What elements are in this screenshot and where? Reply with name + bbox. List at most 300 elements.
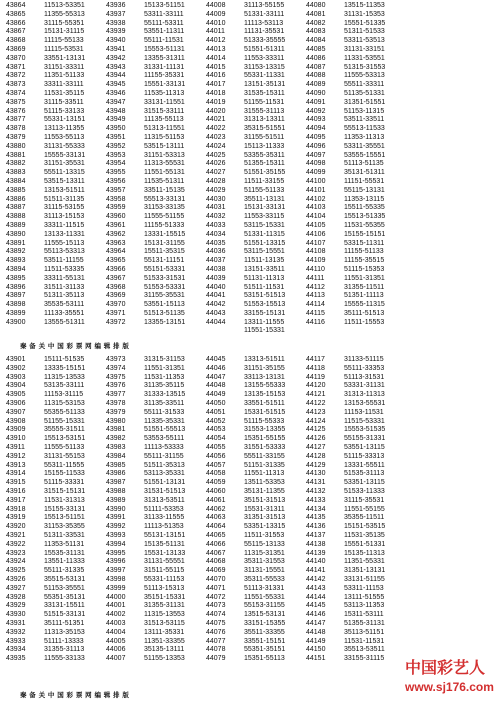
row-id-cell: 44090 [306,89,326,97]
row-id-cell: 44148 [306,628,326,636]
code-cell: 31355-31131 [144,602,185,610]
row-id-cell: 43963 [106,239,126,247]
table-row [4,576,498,585]
table-row [4,462,498,471]
row-id-cell: 43976 [106,382,126,390]
table-row [4,327,498,336]
code-cell: 31313-13311 [244,116,285,124]
row-id-cell: 44062 [206,505,226,513]
code-cell: 55111-53311 [144,19,184,27]
separator-line-top: 秦 备 关 中 国 彩 票 网 编 辑 排 版 [20,343,130,350]
row-id-cell: 43941 [106,45,126,53]
row-id-cell: 44027 [206,169,226,177]
row-id-cell: 44048 [206,382,226,390]
table-row [4,550,498,559]
code-cell: 15513-51335 [344,213,386,221]
code-cell: 53151-51513 [244,292,286,300]
code-cell: 51553-53331 [144,283,186,291]
row-id-cell: 43957 [106,186,126,194]
row-id-cell: 43865 [6,10,26,18]
row-id-cell: 44097 [306,151,326,159]
row-id-cell: 44069 [206,567,226,575]
code-cell: 35315-51551 [244,125,286,133]
row-id-cell: 44071 [206,584,226,592]
code-cell: 53115-15551 [244,248,285,256]
code-cell: 11355-55313 [44,10,85,18]
row-id-cell: 44025 [206,151,226,159]
watermark-url: www.sj176.com [405,680,494,694]
code-cell: 11153-31115 [44,391,84,399]
code-cell: 51115-55333 [244,417,285,425]
code-cell: 11155-51133 [344,248,384,256]
code-cell: 51151-31335 [244,461,285,469]
table-row [4,319,498,328]
table-row [4,72,498,81]
code-cell: 31151-35155 [244,364,285,372]
row-id-cell: 44088 [306,72,326,80]
code-cell: 51533-31531 [144,274,186,282]
code-cell: 51511-35313 [144,461,185,469]
row-id-cell: 43914 [6,470,26,478]
row-id-cell: 44092 [306,107,326,115]
row-id-cell: 44095 [306,133,326,141]
row-id-cell: 44059 [206,479,226,487]
code-cell: 15555-11315 [344,301,385,309]
row-id-cell: 43965 [106,257,126,265]
number-table-bottom [4,356,498,664]
row-id-cell: 44004 [106,628,126,636]
code-cell: 55511-33155 [244,452,285,460]
table-row [4,488,498,497]
table-row [4,558,498,567]
row-id-cell: 43867 [6,28,26,36]
row-id-cell: 43950 [106,125,126,133]
code-cell: 31351-31513 [244,514,286,522]
code-cell: 11555-51133 [44,443,85,451]
code-cell: 55311-11555 [44,461,85,469]
row-id-cell: 44079 [206,655,226,663]
code-cell: 31315-31153 [144,356,185,363]
row-id-cell: 43997 [106,567,126,575]
code-cell: 15131-33131 [244,204,286,212]
row-id-cell: 44022 [206,125,226,133]
row-id-cell: 44020 [206,107,226,115]
row-id-cell: 43993 [106,531,126,539]
code-cell: 13111-51555 [344,593,385,601]
code-cell: 35131-51311 [344,169,385,177]
row-id-cell: 43966 [106,265,126,273]
code-cell: 55511-13315 [44,169,85,177]
code-cell: 13133-11331 [44,230,85,238]
row-id-cell: 43929 [6,602,26,610]
code-cell: 51311-51533 [344,28,385,36]
code-cell: 55351-35151 [244,646,286,654]
row-id-cell: 43864 [6,2,26,9]
code-cell: 31155-51511 [244,133,285,141]
code-cell: 11511-31553 [244,531,285,539]
code-cell: 35513-53511 [344,646,385,654]
row-id-cell: 43980 [106,417,126,425]
row-id-cell: 43897 [6,292,26,300]
row-id-cell: 43998 [106,575,126,583]
code-cell: 13313-51511 [244,356,285,363]
table-row [4,435,498,444]
code-cell: 35111-51513 [344,309,385,317]
row-id-cell: 43949 [106,116,126,124]
table-row [4,594,498,603]
row-id-cell: 44031 [206,204,226,212]
table-row [4,541,498,550]
code-cell: 51155-51133 [244,186,285,194]
code-cell: 31133-11555 [144,514,185,522]
code-cell: 13511-53353 [244,479,285,487]
row-id-cell: 44043 [206,309,226,317]
row-id-cell: 44005 [106,637,126,645]
table-row [4,470,498,479]
code-cell: 11131-35531 [244,28,285,36]
table-row [4,2,498,11]
code-cell: 55111-31533 [144,408,185,416]
code-cell: 11113-53113 [244,19,284,27]
row-id-cell: 43883 [6,169,26,177]
table-row [4,152,498,161]
row-id-cell: 44083 [306,28,326,36]
code-cell: 55111-11531 [144,37,184,45]
table-row [4,629,498,638]
row-id-cell: 43948 [106,107,126,115]
code-cell: 15331-51515 [244,408,286,416]
row-id-cell: 43906 [6,399,26,407]
row-id-cell: 43903 [6,373,26,381]
row-id-cell: 43988 [106,487,126,495]
row-id-cell: 44126 [306,435,326,443]
row-id-cell: 44096 [306,142,326,150]
code-cell: 11515-53331 [344,417,385,425]
code-cell: 13355-13151 [144,318,186,326]
code-cell: 11513-53351 [44,2,85,9]
code-cell: 55131-11151 [144,257,185,265]
watermark-title: 中国彩艺人 [405,658,486,677]
row-id-cell: 44134 [306,505,326,513]
row-id-cell: 43954 [106,160,126,168]
table-row [4,479,498,488]
table-row [4,638,498,647]
row-id-cell: 43967 [106,274,126,282]
row-id-cell: 43927 [6,584,26,592]
code-cell: 11353-13115 [344,195,385,203]
row-id-cell: 44102 [306,195,326,203]
row-id-cell: 43912 [6,452,26,460]
row-id-cell: 43960 [106,213,126,221]
code-cell: 11315-31351 [244,549,285,557]
code-cell: 13153-55531 [344,399,386,407]
code-cell: 53555-15551 [344,151,386,159]
code-cell: 11511-13135 [244,257,285,265]
row-id-cell: 44116 [306,318,325,326]
code-cell: 55331-13151 [44,116,86,124]
row-id-cell: 44077 [206,637,226,645]
row-id-cell: 43935 [6,655,26,663]
row-id-cell: 43995 [106,549,126,557]
row-id-cell: 43946 [106,89,126,97]
code-cell: 31131-55551 [144,558,185,566]
row-id-cell: 43924 [6,558,26,566]
row-id-cell: 44049 [206,391,226,399]
row-id-cell: 44024 [206,142,226,150]
code-cell: 31355-11511 [344,283,385,291]
code-cell: 33311-11515 [44,221,85,229]
code-cell: 31131-55153 [44,452,85,460]
row-id-cell: 44112 [306,283,325,291]
code-cell: 11115-53531 [44,45,84,53]
row-id-cell: 43962 [106,230,126,238]
row-id-cell: 43909 [6,426,26,434]
code-cell: 53511-33511 [344,116,385,124]
number-table-top [4,2,498,336]
code-cell: 11313-55531 [144,160,185,168]
code-cell: 15155-15151 [344,230,386,238]
row-id-cell: 44101 [306,186,326,194]
code-cell: 31115-33511 [44,98,84,106]
row-id-cell: 44015 [206,63,226,71]
code-cell: 55513-33131 [144,195,186,203]
table-row [4,292,498,301]
code-cell: 51351-11113 [344,292,384,300]
row-id-cell: 44016 [206,72,226,80]
row-id-cell: 43889 [6,221,26,229]
row-id-cell: 44131 [306,479,326,487]
code-cell: 33131-51155 [344,575,385,583]
code-cell: 11535-11313 [144,89,185,97]
row-id-cell: 43977 [106,391,126,399]
row-id-cell: 44038 [206,265,226,273]
row-id-cell: 43934 [6,646,26,654]
row-id-cell: 43896 [6,283,26,291]
code-cell: 51115-33133 [44,107,85,115]
row-id-cell [104,327,144,336]
code-cell: 51313-11551 [144,125,185,133]
code-cell: 31135-33511 [144,399,185,407]
row-id-cell: 43964 [106,248,126,256]
code-cell: 15513-51151 [44,514,85,522]
row-id-cell: 43940 [106,37,126,45]
code-cell: 33155-15131 [244,309,286,317]
code-cell: 55331-11331 [244,72,285,80]
row-id-cell: 44147 [306,619,326,627]
code-cell: 11531-31313 [44,496,85,504]
code-cell: 33131-15511 [44,602,85,610]
code-cell: 15553-51131 [144,45,185,53]
row-id-cell: 43871 [6,63,26,71]
row-id-cell: 43902 [6,364,26,372]
code-cell: 11155-35331 [144,72,185,80]
table-row [4,275,498,284]
row-id-cell: 44146 [306,611,326,619]
row-id-cell: 44111 [306,274,325,282]
row-id-cell: 44128 [306,452,326,460]
code-cell: 31131-15551 [244,567,285,575]
code-cell: 31115-35531 [344,496,385,504]
code-cell: 33113-13131 [244,373,285,381]
table-row [4,497,498,506]
code-cell: 11551-55155 [344,505,385,513]
row-id-cell: 44065 [206,531,226,539]
table-row [4,231,498,240]
code-cell: 53311-53513 [344,37,385,45]
code-cell: 11555-15113 [44,239,85,247]
row-id-cell: 44123 [306,408,326,416]
row-id-cell: 43908 [6,417,26,425]
row-id-cell: 44068 [206,558,226,566]
code-cell: 51331-11315 [244,230,285,238]
row-id-cell: 44014 [206,54,226,62]
row-id-cell: 43984 [106,452,126,460]
row-id-cell: 44150 [306,646,326,654]
code-cell: 11553-33115 [244,213,285,221]
code-cell: 15531-13133 [144,549,186,557]
code-cell: 31113-15153 [44,213,85,221]
row-id-cell: 44000 [106,593,126,601]
row-id-cell: 43892 [6,248,26,256]
code-cell: 55153-31155 [244,602,285,610]
row-id-cell: 43944 [106,72,126,80]
code-cell: 53351-13115 [344,479,385,487]
code-cell: 55155-31331 [344,435,386,443]
code-cell: 31151-33311 [44,63,85,71]
code-cell: 31131-55333 [44,142,85,150]
code-cell: 53113-35331 [144,470,185,478]
code-cell: 55351-35131 [44,593,86,601]
code-cell: 33311-55131 [44,274,85,282]
code-cell: 51113-51135 [344,160,384,168]
code-cell: 53315-11311 [344,239,385,247]
row-id-cell: 44017 [206,81,226,89]
code-cell: 53551-15113 [144,301,185,309]
code-cell: 15555-33131 [44,151,86,159]
table-row [4,646,498,655]
separator-line-bottom: 秦 备 关 中 国 彩 票 网 编 辑 排 版 [20,692,130,699]
code-cell: 11315-13553 [144,611,185,619]
table-row [4,444,498,453]
code-cell: 51333-35555 [244,37,286,45]
row-id-cell: 43876 [6,107,26,115]
code-cell: 51515-33131 [44,611,86,619]
code-cell: 35311-55533 [244,575,285,583]
code-cell: 51533-11333 [344,487,385,495]
code-cell: 15553-51535 [344,426,386,434]
row-id-cell: 44135 [306,514,326,522]
code-cell: 55131-13151 [144,531,186,539]
row-id-cell: 43923 [6,549,26,557]
row-id-cell: 43877 [6,116,26,124]
row-id-cell: 44029 [206,186,226,194]
row-id-cell: 43873 [6,81,26,89]
row-id-cell: 44138 [306,540,326,548]
code-cell: 53311-33111 [144,10,184,18]
row-id-cell: 43938 [106,19,126,27]
code-cell: 11531-11531 [344,637,385,645]
table-row [4,90,498,99]
row-id-cell: 43920 [6,523,26,531]
row-id-cell: 44114 [306,301,325,309]
code-cell: 51155-11531 [244,98,285,106]
code-cell: 53515-13311 [44,177,85,185]
table-row [4,514,498,523]
row-id-cell: 43905 [6,391,26,399]
row-id-cell: 44098 [306,160,326,168]
row-id-cell: 43990 [106,505,126,513]
code-cell: 35515-53131 [44,575,86,583]
row-id-cell: 43913 [6,461,26,469]
watermark-logo [405,655,501,694]
row-id-cell: 44127 [306,443,326,451]
code-cell: 13135-15153 [244,391,286,399]
code-cell: 31113-55155 [244,2,285,9]
code-cell: 31515-15131 [44,487,86,495]
code-cell: 53135-33111 [44,382,85,390]
row-id-cell: 43968 [106,283,126,291]
row-id-cell: 44094 [306,125,326,133]
row-id-cell: 44058 [206,470,226,478]
code-cell: 31131-15353 [344,10,385,18]
code-cell: 35135-13111 [144,646,185,654]
row-id-cell: 44054 [206,435,226,443]
row-id-cell: 43928 [6,593,26,601]
code-cell: 35111-51351 [44,619,85,627]
code-cell: 51135-51331 [344,89,385,97]
code-cell: 31331-11131 [144,63,185,71]
row-id-cell: 44007 [106,655,126,663]
row-id-cell: 43989 [106,496,126,504]
code-cell: 31513-53115 [144,619,185,627]
row-id-cell: 44093 [306,116,326,124]
code-cell: 13331-55511 [344,461,385,469]
table-row [4,46,498,55]
row-id-cell: 43910 [6,435,26,443]
row-id-cell: 43973 [106,356,126,363]
code-cell: 55151-53331 [144,265,186,273]
code-cell: 13155-55333 [244,382,286,390]
code-cell: 15351-55113 [244,655,285,663]
code-cell: 53355-35311 [244,151,285,159]
row-id-cell: 43985 [106,461,126,469]
row-id-cell: 44104 [306,213,326,221]
table-row [4,134,498,143]
row-id-cell: 44110 [306,265,325,273]
row-id-cell [304,327,344,336]
table-row [4,178,498,187]
code-cell: 53311-11153 [344,584,384,592]
row-id-cell: 44107 [306,239,326,247]
row-id-cell: 44109 [306,257,326,265]
code-cell: 31115-53155 [44,204,85,212]
row-id-cell: 44124 [306,417,326,425]
code-cell: 33551-13131 [44,54,86,62]
row-id-cell: 43953 [106,151,126,159]
code-cell: 13113-11355 [44,125,85,133]
code-cell: 11113-53333 [144,443,184,451]
code-cell: 33511-15135 [144,186,185,194]
row-id-cell: 44037 [206,257,226,265]
row-id-cell: 44118 [306,364,325,372]
row-id-cell: 44087 [306,63,326,71]
code-cell: 55111-31335 [44,567,85,575]
table-row [4,391,498,400]
code-cell: 11531-55355 [344,221,385,229]
row-id-cell: 43869 [6,45,26,53]
code-cell: 15113-11333 [244,142,285,150]
code-cell: 13335-15151 [44,364,86,372]
